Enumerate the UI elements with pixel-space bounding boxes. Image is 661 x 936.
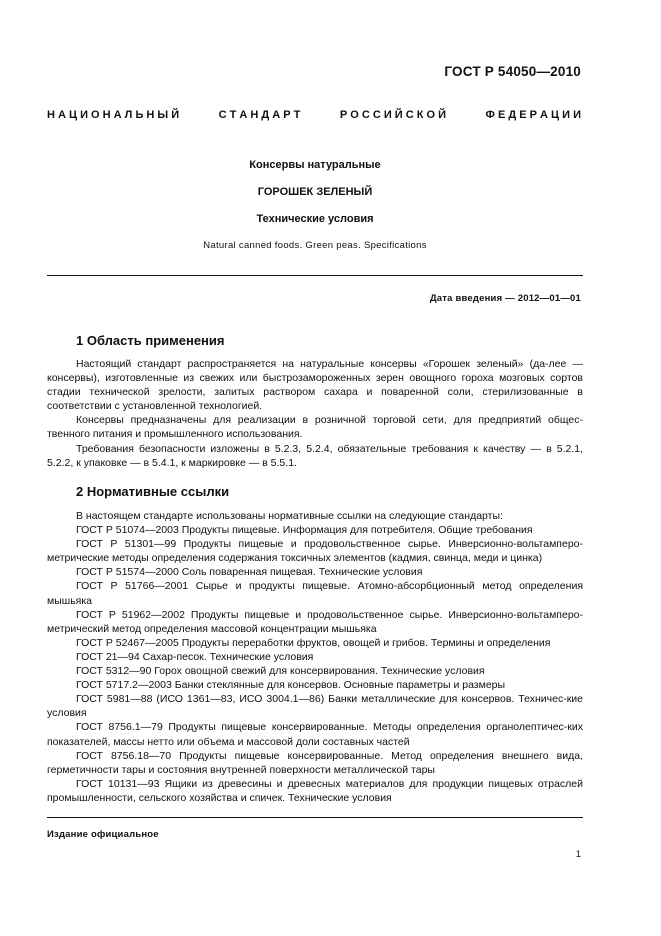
title-english: Natural canned foods. Green peas. Specifications: [203, 240, 427, 251]
edition-label: Издание официальное: [47, 829, 159, 840]
national-standard-banner: [47, 109, 581, 121]
reference-item: ГОСТ Р 51301—99 Продукты пищевые и продовольственное сырье. Инверсионно-вольтамперо-метрические методы определения содержания токсичных элементов (кадмия, свинца, меди и цинка): [47, 538, 583, 565]
title-product: ГОРОШЕК ЗЕЛЕНЫЙ: [257, 186, 373, 198]
page-number: 1: [575, 849, 581, 860]
reference-item: ГОСТ Р 51962—2002 Продукты пищевые и продовольственное сырье. Инверсионно-вольтамперо-метрический метод определения массовой концентрации мышьяка: [47, 608, 583, 635]
reference-item: ГОСТ Р 51074—2003 Продукты пищевые. Информация для потребителя. Общие требования: [76, 524, 533, 537]
banner-word: Н А Ц И О Н А Л Ь Н Ы Й: [47, 109, 180, 121]
reference-item: ГОСТ 5981—88 (ИСО 1361—83, ИСО 3004.1—86) Банки металлические для консервов. Техничес-кие условия: [47, 693, 583, 720]
footer-divider: [47, 817, 583, 818]
reference-item: ГОСТ 5717.2—2003 Банки стеклянные для консервов. Основные параметры и размеры: [76, 679, 506, 692]
banner-word: Ф Е Д Е Р А Ц И И: [485, 109, 581, 121]
section-2-heading: 2 Нормативные ссылки: [76, 484, 230, 499]
paragraph: Настоящий стандарт распространяется на натуральные консервы «Горошек зеленый» (да-лее — консервы), изготовленные из свежих или быстрозамороженных зерен овощного гороха мозговых сортов стадии технической зрелости, залитых раствором сахара и поваренной соли, стерилизованные в соответствии с установленной технологией.: [47, 358, 583, 413]
title-divider: [47, 275, 583, 276]
reference-item: ГОСТ 5312—90 Горох овощной свежий для консервирования. Технические условия: [76, 665, 485, 678]
reference-item: ГОСТ 21—94 Сахар-песок. Технические условия: [76, 650, 314, 663]
reference-item: ГОСТ 8756.18—70 Продукты пищевые консервированные. Метод определения внешнего вида, герметичности тары и состояния внутренней поверхности металлической тары: [47, 749, 583, 776]
reference-item: ГОСТ Р 51574—2000 Соль поваренная пищевая. Технические условия: [76, 566, 423, 579]
reference-item: ГОСТ Р 52467—2005 Продукты переработки фруктов, овощей и грибов. Термины и определения: [76, 636, 551, 649]
paragraph: В настоящем стандарте использованы нормативные ссылки на следующие стандарты:: [76, 510, 503, 522]
reference-item: ГОСТ 8756.1—79 Продукты пищевые консервированные. Методы определения органолептичес-ких показателей, массы нетто или объема и массовой доли составных частей: [47, 721, 583, 748]
title-category: Консервы натуральные: [249, 159, 381, 171]
intro-date: Дата введения — 2012—01—01: [429, 293, 581, 304]
reference-item: ГОСТ Р 51766—2001 Сырье и продукты пищевые. Атомно-абсорбционный метод определения мышьяка: [47, 580, 583, 607]
gost-number: ГОСТ Р 54050—2010: [444, 64, 581, 79]
banner-word: Р О С С И Й С К О Й: [339, 109, 447, 121]
section-1-body: [47, 357, 583, 470]
paragraph: Требования безопасности изложены в 5.2.3, 5.2.4, обязательные требования к качеству — в 5.2.1, 5.2.2, к упаковке — в 5.4.1, к маркировке — в 5.5.1.: [47, 442, 583, 469]
reference-item: ГОСТ 10131—93 Ящики из древесины и древесных материалов для продукции пищевых отраслей промышленности, сельского хозяйства и спичек. Технические условия: [47, 777, 583, 804]
section-1-heading: 1 Область применения: [76, 333, 225, 348]
banner-word: С Т А Н Д А Р Т: [218, 109, 301, 121]
section-2-body: [47, 509, 583, 805]
paragraph: Консервы предназначены для реализации в розничной торговой сети, для предприятий общес-твенного питания и промышленного использования.: [47, 414, 583, 441]
title-spec: Технические условия: [256, 213, 374, 225]
